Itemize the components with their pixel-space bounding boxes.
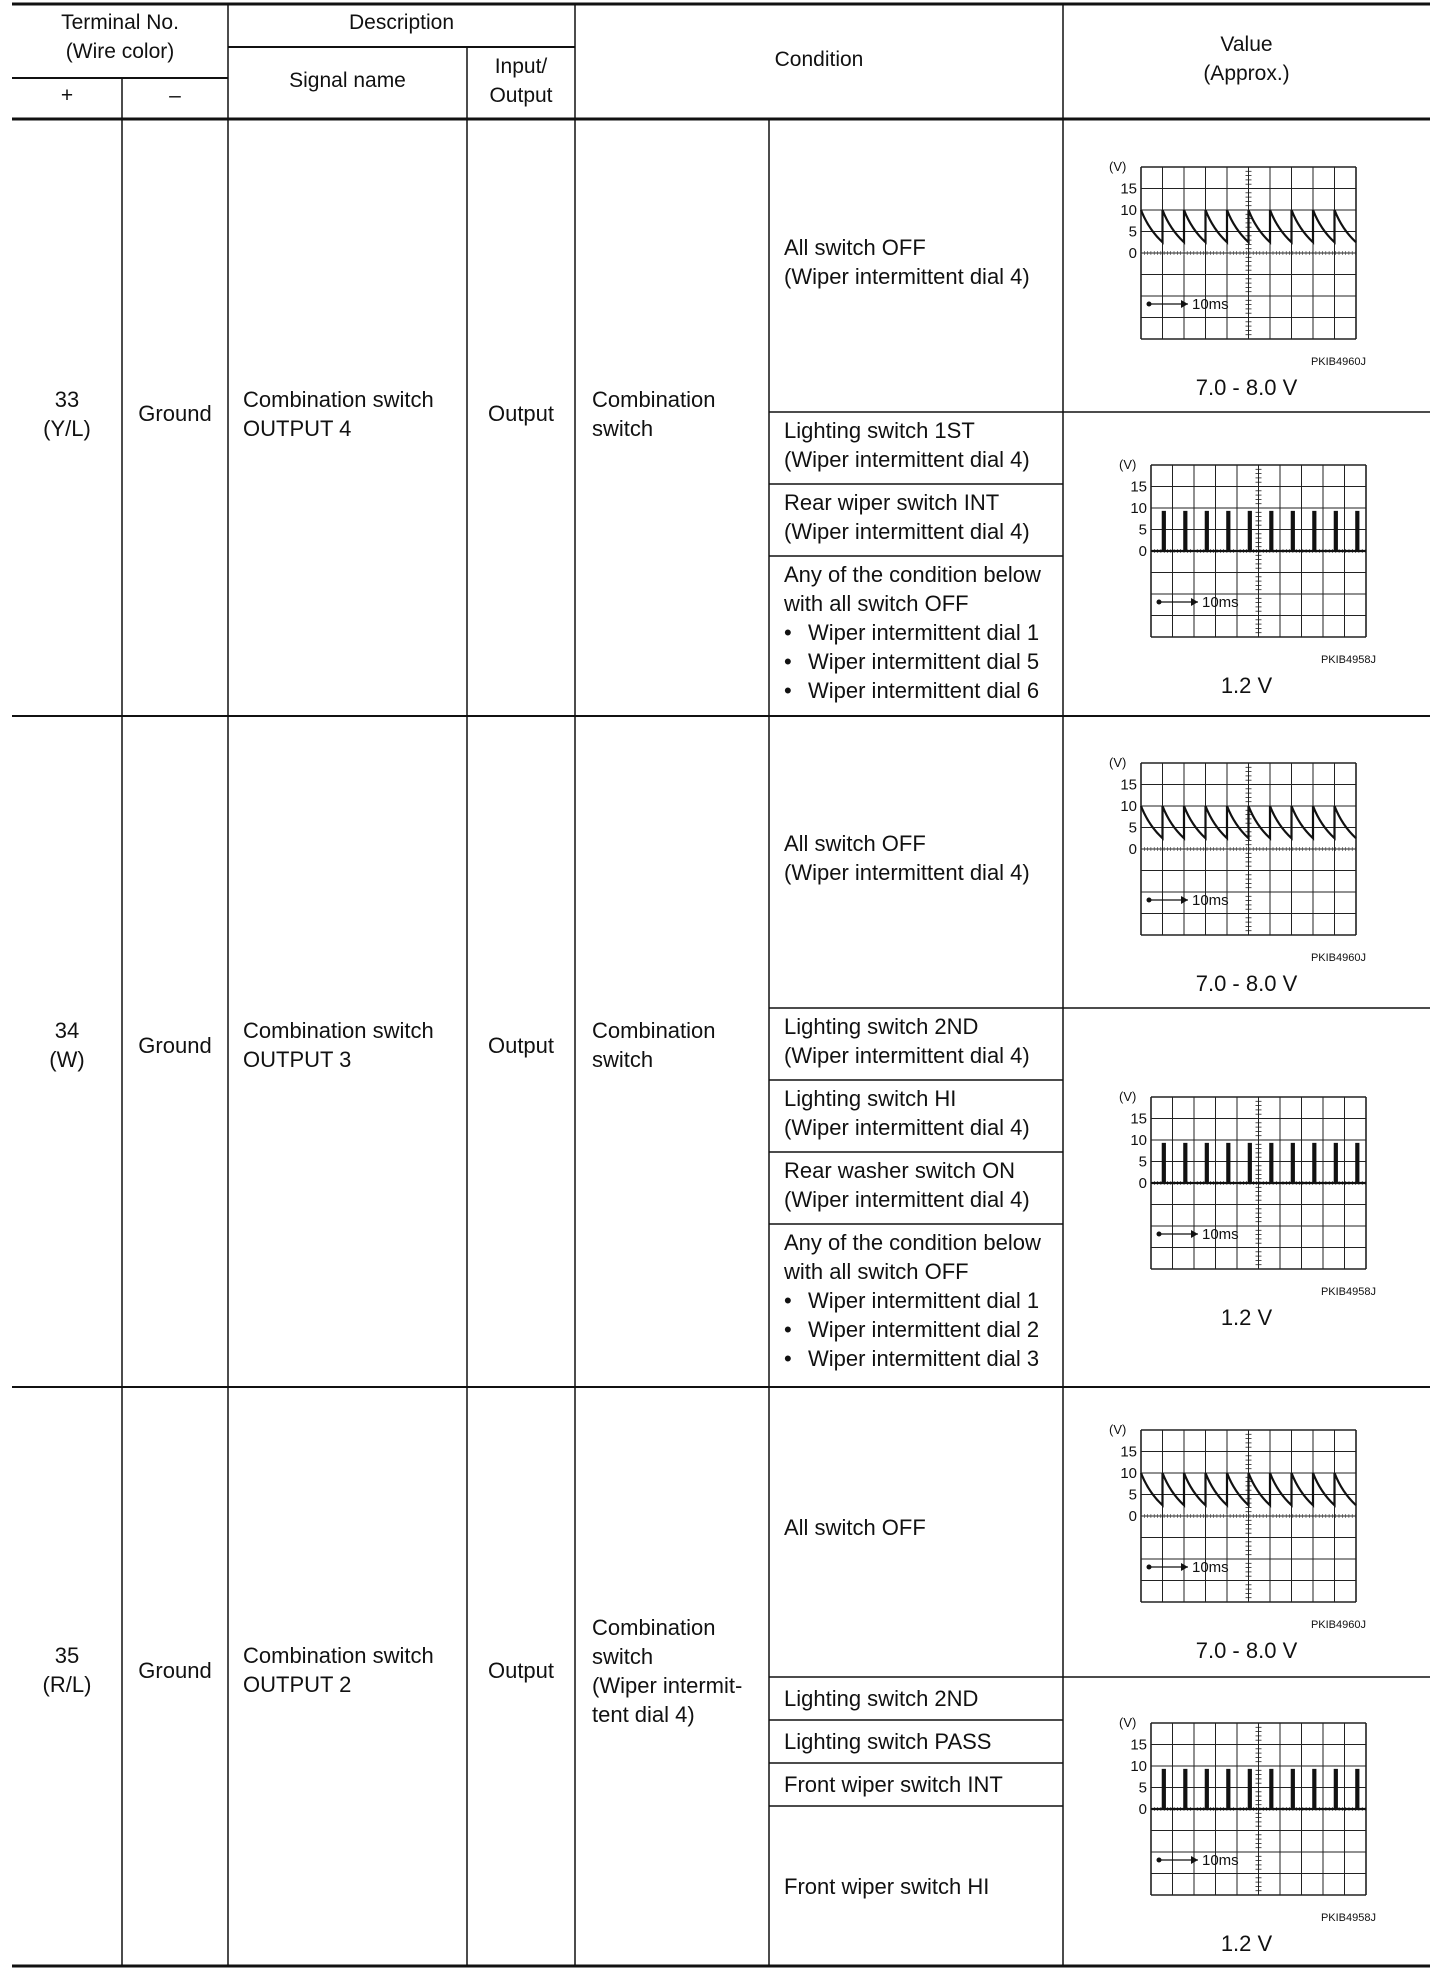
value-reading: 1.2 V [1220, 1931, 1273, 1956]
axis-unit-label: (V) [1109, 755, 1127, 770]
time-scale-start [1157, 1858, 1162, 1863]
time-scale-start [1147, 1565, 1152, 1570]
io-type: Output [487, 1033, 555, 1058]
oscilloscope-waveform-sawtooth [1098, 155, 1398, 365]
axis-tick-label: 5 [1128, 1486, 1137, 1504]
signal-name-line1: Combination switch [243, 1018, 434, 1043]
header-signal-name: Signal name [289, 69, 406, 92]
axis-unit-label: (V) [1119, 1715, 1137, 1730]
signal-name [243, 1016, 434, 1074]
axis-unit-label: (V) [1119, 1089, 1137, 1104]
condition-main [592, 385, 716, 443]
condition-line1: Lighting switch 1ST [784, 418, 975, 443]
condition-line1: Front wiper switch INT [784, 1772, 1003, 1797]
axis-unit-label: (V) [1119, 457, 1137, 472]
signal-trace [1141, 210, 1356, 242]
axis-tick-label: 10 [1130, 1758, 1147, 1775]
header-value-line1: Value [1220, 33, 1273, 56]
condition-line1: Rear washer switch ON [784, 1158, 1016, 1183]
axis-tick-label: 15 [1120, 776, 1137, 794]
signal-trace [1141, 806, 1356, 838]
time-scale-label: 10ms [1192, 892, 1229, 909]
condition-line2: (Wiper intermittent dial 4) [784, 264, 1030, 289]
axis-tick-label: 15 [1120, 1443, 1137, 1461]
signal-name-line1: Combination switch [243, 387, 434, 412]
condition-bullet: • Wiper intermittent dial 1 [784, 618, 1041, 647]
condition-item [784, 1228, 1041, 1373]
terminal-number: 35 [54, 1643, 80, 1668]
figure-code: PKIB4960J [1310, 952, 1366, 961]
axis-tick-label: 0 [1128, 841, 1137, 858]
condition-line1: Lighting switch PASS [784, 1729, 992, 1754]
condition-line1: Any of the condition below [784, 562, 1041, 587]
axis-tick-label: 5 [1138, 521, 1147, 539]
condition-line2: (Wiper intermittent dial 4) [784, 1187, 1030, 1212]
figure-code: PKIB4958J [1320, 654, 1376, 663]
time-scale-start [1147, 898, 1152, 903]
terminal-number: 34 [54, 1018, 80, 1043]
value-reading: 1.2 V [1220, 1305, 1273, 1330]
axis-tick-label: 10 [1120, 1465, 1137, 1482]
signal-name [243, 1641, 434, 1699]
value-reading: 1.2 V [1220, 673, 1273, 698]
oscilloscope-waveform-pulse [1108, 1085, 1398, 1295]
condition-line1: All switch OFF [784, 831, 926, 856]
oscilloscope-waveform-sawtooth [1098, 1418, 1398, 1628]
oscilloscope-waveform-pulse [1108, 1711, 1398, 1921]
wire-color: (W) [49, 1047, 85, 1072]
condition-item [784, 233, 1030, 291]
axis-tick-label: 5 [1138, 1153, 1147, 1171]
oscilloscope-waveform-sawtooth [1098, 751, 1398, 961]
axis-tick-label: 10 [1130, 1132, 1147, 1149]
terminal-no [12, 1016, 122, 1074]
condition-item [784, 1684, 978, 1713]
ground-terminal: Ground [138, 401, 212, 426]
value-reading: 7.0 - 8.0 V [1195, 971, 1298, 996]
header-condition: Condition [774, 48, 864, 71]
condition-line2: with all switch OFF [784, 1259, 969, 1284]
axis-unit-label: (V) [1109, 1422, 1127, 1437]
header-terminal-label: Terminal No. [61, 11, 179, 34]
condition-bullet: • Wiper intermittent dial 3 [784, 1344, 1041, 1373]
axis-tick-label: 5 [1128, 819, 1137, 837]
axis-unit-label: (V) [1109, 159, 1127, 174]
header-value [1063, 30, 1430, 88]
axis-tick-label: 10 [1120, 202, 1137, 219]
oscilloscope-waveform-pulse [1108, 453, 1398, 663]
condition-line1: Lighting switch HI [784, 1086, 957, 1111]
signal-name-line2: OUTPUT 4 [243, 416, 352, 441]
condition-item [784, 1012, 1030, 1070]
condition-item [784, 1084, 1030, 1142]
condition-line2: (Wiper intermittent dial 4) [784, 1043, 1030, 1068]
condition-bullet: • Wiper intermittent dial 6 [784, 676, 1041, 705]
header-value-line2: (Approx.) [1203, 62, 1290, 85]
condition-main-line1: Combination [592, 1615, 716, 1640]
signal-name-line2: OUTPUT 2 [243, 1672, 352, 1697]
header-description: Description [348, 11, 455, 34]
ground-terminal: Ground [138, 1033, 212, 1058]
condition-main-line4: tent dial 4) [592, 1702, 695, 1727]
condition-main-line3: (Wiper intermit- [592, 1673, 743, 1698]
value-reading: 7.0 - 8.0 V [1195, 375, 1298, 400]
condition-item [784, 1770, 1003, 1799]
condition-item [784, 1156, 1030, 1214]
condition-line2: (Wiper intermittent dial 4) [784, 860, 1030, 885]
terminal-no [12, 1641, 122, 1699]
time-scale-label: 10ms [1192, 296, 1229, 313]
condition-main [592, 1016, 716, 1074]
header-wire-color-label: (Wire color) [65, 40, 175, 63]
ground-terminal: Ground [138, 1658, 212, 1683]
axis-tick-label: 15 [1120, 180, 1137, 198]
io-type: Output [487, 401, 555, 426]
condition-main-line1: Combination [592, 387, 716, 412]
terminal-no [12, 385, 122, 443]
axis-tick-label: 15 [1130, 478, 1147, 496]
value-reading: 7.0 - 8.0 V [1195, 1638, 1298, 1663]
axis-tick-label: 0 [1138, 543, 1147, 560]
header-minus: – [169, 84, 181, 107]
time-scale-label: 10ms [1202, 594, 1239, 611]
condition-item [784, 416, 1030, 474]
io-type: Output [487, 1658, 555, 1683]
condition-item [784, 1513, 926, 1542]
condition-main-line2: switch [592, 1047, 654, 1072]
header-io-line1: Input/ [494, 55, 548, 78]
header-io-line2: Output [489, 84, 553, 107]
condition-line1: Lighting switch 2ND [784, 1686, 979, 1711]
axis-tick-label: 15 [1130, 1110, 1147, 1128]
condition-item [784, 1727, 991, 1756]
header-input-output [467, 52, 575, 110]
time-scale-label: 10ms [1202, 1226, 1239, 1243]
wire-color: (Y/L) [43, 416, 91, 441]
condition-bullet: • Wiper intermittent dial 2 [784, 1315, 1041, 1344]
time-scale-label: 10ms [1192, 1559, 1229, 1576]
terminal-number: 33 [54, 387, 80, 412]
condition-line1: All switch OFF [784, 235, 926, 260]
axis-tick-label: 10 [1120, 798, 1137, 815]
axis-tick-label: 5 [1128, 223, 1137, 241]
figure-code: PKIB4960J [1310, 356, 1366, 365]
signal-name-line2: OUTPUT 3 [243, 1047, 352, 1072]
figure-code: PKIB4958J [1320, 1912, 1376, 1921]
header-terminal [12, 8, 228, 66]
axis-tick-label: 0 [1138, 1801, 1147, 1818]
time-scale-start [1157, 1232, 1162, 1237]
axis-tick-label: 0 [1128, 1508, 1137, 1525]
condition-line2: with all switch OFF [784, 591, 969, 616]
condition-line2: (Wiper intermittent dial 4) [784, 519, 1030, 544]
condition-line1: Front wiper switch HI [784, 1874, 990, 1899]
condition-bullet: • Wiper intermittent dial 5 [784, 647, 1041, 676]
signal-name-line1: Combination switch [243, 1643, 434, 1668]
axis-tick-label: 0 [1138, 1175, 1147, 1192]
figure-code: PKIB4958J [1320, 1286, 1376, 1295]
signal-trace [1141, 1473, 1356, 1505]
condition-item [784, 560, 1041, 705]
condition-main [592, 1613, 742, 1729]
figure-code: PKIB4960J [1310, 1619, 1366, 1628]
signal-name [243, 385, 434, 443]
time-scale-label: 10ms [1202, 1852, 1239, 1869]
condition-line1: Any of the condition below [784, 1230, 1041, 1255]
condition-line2: (Wiper intermittent dial 4) [784, 1115, 1030, 1140]
condition-main-line2: switch [592, 1644, 654, 1669]
condition-line2: (Wiper intermittent dial 4) [784, 447, 1030, 472]
condition-line1: All switch OFF [784, 1515, 926, 1540]
axis-tick-label: 5 [1138, 1779, 1147, 1797]
wire-color: (R/L) [42, 1672, 92, 1697]
condition-line1: Lighting switch 2ND [784, 1014, 979, 1039]
condition-main-line2: switch [592, 416, 654, 441]
axis-tick-label: 10 [1130, 500, 1147, 517]
time-scale-start [1147, 302, 1152, 307]
condition-main-line1: Combination [592, 1018, 716, 1043]
axis-tick-label: 15 [1130, 1736, 1147, 1754]
condition-item [784, 829, 1030, 887]
condition-bullet: • Wiper intermittent dial 1 [784, 1286, 1041, 1315]
header-plus: + [60, 84, 74, 107]
time-scale-start [1157, 600, 1162, 605]
condition-item [784, 488, 1030, 546]
axis-tick-label: 0 [1128, 245, 1137, 262]
condition-item [784, 1872, 989, 1901]
condition-line1: Rear wiper switch INT [784, 490, 1000, 515]
